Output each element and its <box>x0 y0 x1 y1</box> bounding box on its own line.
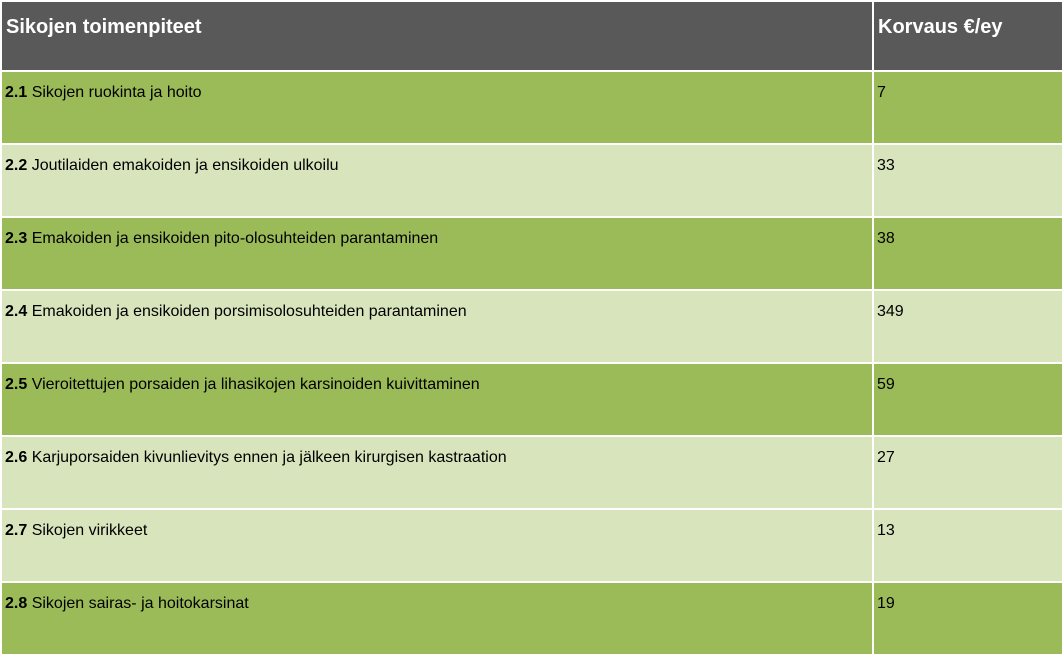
header-measures: Sikojen toimenpiteet <box>1 1 873 71</box>
measure-number: 2.7 <box>5 522 28 539</box>
measure-text: Sikojen sairas- ja hoitokarsinat <box>27 595 249 612</box>
table-row <box>1 290 1062 363</box>
table-row <box>1 217 1062 290</box>
measure-number: 2.1 <box>5 84 28 101</box>
table-row <box>1 582 1062 655</box>
measure-cell <box>1 582 873 655</box>
measure-text: Emakoiden ja ensikoiden pito-olosuhteiden parantaminen <box>27 230 439 247</box>
table-row <box>1 436 1062 509</box>
measure-text: Karjuporsaiden kivunlievitys ennen ja jälkeen kirurgisen kastraation <box>27 449 507 466</box>
table-header-row <box>1 1 1062 71</box>
measure-number: 2.2 <box>5 157 28 174</box>
compensation-cell: 7 <box>873 71 1062 144</box>
compensation-cell: 13 <box>873 509 1062 582</box>
table-row <box>1 71 1062 144</box>
measure-text: Sikojen ruokinta ja hoito <box>27 84 202 101</box>
measure-cell <box>1 436 873 509</box>
measure-cell <box>1 363 873 436</box>
measure-cell <box>1 290 873 363</box>
header-compensation: Korvaus €/ey <box>873 1 1062 71</box>
measure-text: Vieroitettujen porsaiden ja lihasikojen karsinoiden kuivittaminen <box>27 376 480 393</box>
measure-cell <box>1 509 873 582</box>
compensation-cell: 19 <box>873 582 1062 655</box>
measure-number: 2.8 <box>5 595 28 612</box>
measure-number: 2.3 <box>5 230 28 247</box>
measure-cell <box>1 217 873 290</box>
compensation-cell: 349 <box>873 290 1062 363</box>
compensation-cell: 38 <box>873 217 1062 290</box>
compensation-cell: 59 <box>873 363 1062 436</box>
measure-cell <box>1 144 873 217</box>
measure-number: 2.6 <box>5 449 28 466</box>
table-row <box>1 144 1062 217</box>
measure-number: 2.5 <box>5 376 28 393</box>
measure-number: 2.4 <box>5 303 28 320</box>
measure-text: Sikojen virikkeet <box>27 522 148 539</box>
compensation-cell: 33 <box>873 144 1062 217</box>
table-row <box>1 363 1062 436</box>
measure-cell <box>1 71 873 144</box>
compensation-cell: 27 <box>873 436 1062 509</box>
measure-text: Emakoiden ja ensikoiden porsimisolosuhteiden parantaminen <box>27 303 467 320</box>
table-row <box>1 509 1062 582</box>
measure-text: Joutilaiden emakoiden ja ensikoiden ulkoilu <box>27 157 339 174</box>
